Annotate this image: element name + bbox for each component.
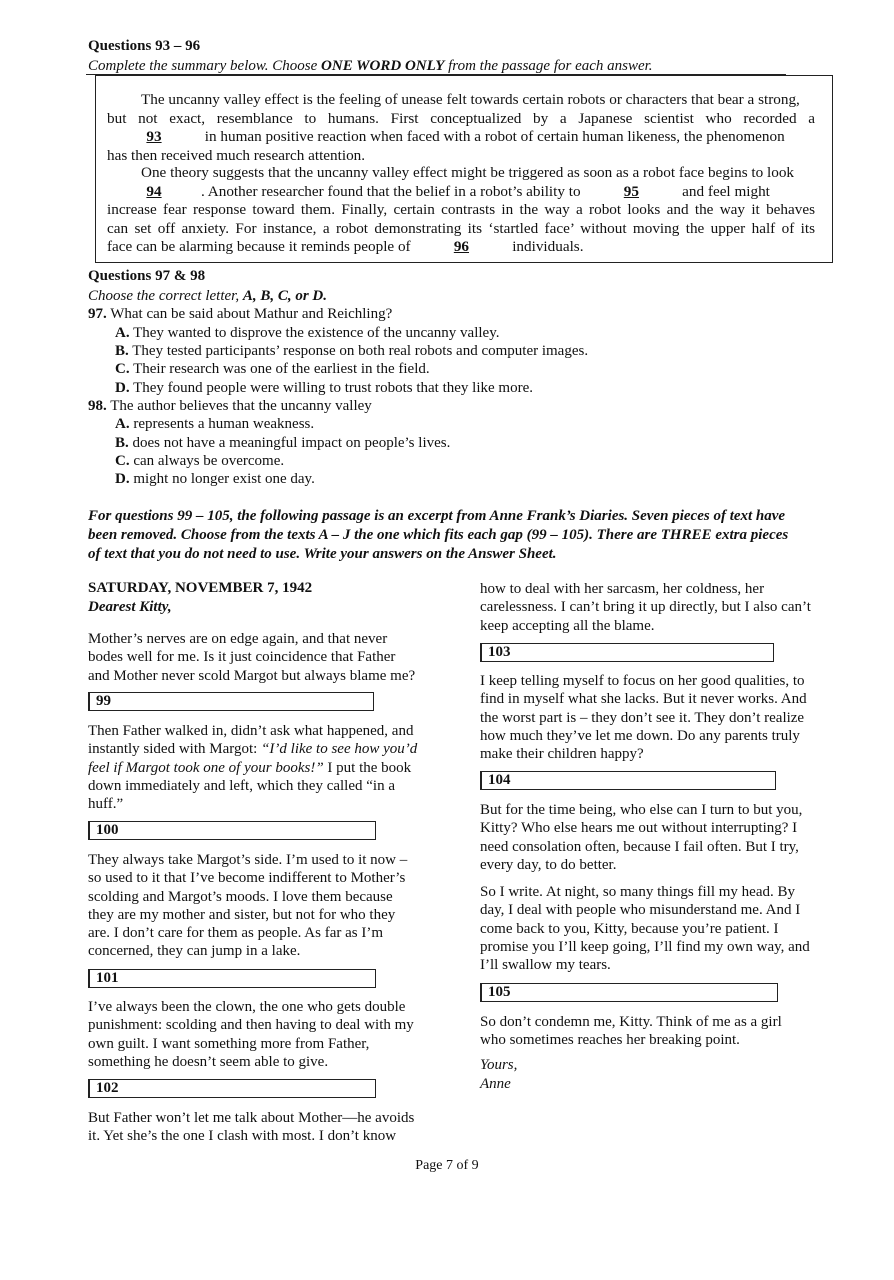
option-97-d[interactable] [115, 379, 533, 398]
option-98-c[interactable] [115, 452, 284, 471]
diary-left-paragraph-3 [88, 851, 448, 961]
option-text: does not have a meaningful impact on people’s lives. [132, 435, 451, 451]
question-number: 98. [88, 398, 107, 414]
question-number: 97. [88, 306, 107, 322]
question-97 [88, 305, 392, 324]
diary-right-paragraph-1 [480, 580, 840, 635]
diary-line: how much they’ve let me down. Do any parents truly [480, 727, 800, 744]
summary-line: increase fear response toward them. Finally, certain contrasts in the way a robot looks and the way it behaves [107, 201, 815, 218]
diary-line: I’ve always been the clown, the one who gets double [88, 999, 406, 1015]
diary-line: down immediately and left, which they called “in a [88, 777, 395, 794]
section-heading-93-96: Questions 93 – 96 [88, 38, 201, 54]
diary-line: I keep telling myself to focus on her good qualities, to [480, 673, 805, 689]
instruction-text: Choose the correct letter, [88, 288, 243, 304]
summary-line: . Another researcher found that the belief in a robot’s ability to [201, 182, 585, 200]
diary-left-paragraph-1 [88, 630, 448, 685]
question-98 [88, 397, 372, 416]
option-text: represents a human weakness. [133, 416, 315, 432]
summary-line: but not exact, resemblance to humans. First conceptualized by a Japanese scientist who recorded a [107, 109, 815, 127]
diary-line: I’ll swallow my tears. [480, 957, 611, 974]
option-97-a[interactable] [115, 324, 499, 343]
diary-line: bodes well for me. Is it just coincidence that Father [88, 649, 396, 666]
option-letter: C. [115, 361, 130, 377]
summary-line: individuals. [508, 238, 584, 255]
diary-line: punishment: scolding and then having to deal with my [88, 1017, 414, 1034]
gap-100[interactable]: 100 [88, 821, 376, 840]
diary-line: something he doesn’t seem able to give. [88, 1053, 329, 1070]
instruction-99-105 [88, 507, 830, 564]
instruction-emphasis: ONE WORD ONLY [321, 58, 445, 74]
diary-line: So I write. At night, so many things fill my head. By [480, 884, 795, 900]
gap-102[interactable]: 102 [88, 1079, 376, 1098]
diary-line: Then Father walked in, didn’t ask what happened, and [88, 723, 414, 739]
diary-left-paragraph-4 [88, 998, 448, 1071]
summary-line: and feel might [678, 182, 770, 200]
diary-line: it. Yet she’s the one I clash with most. I don’t know [88, 1128, 397, 1145]
gap-101[interactable]: 101 [88, 969, 376, 988]
answer-blank-93[interactable]: 93 [146, 128, 162, 145]
gap-105[interactable]: 105 [480, 983, 778, 1002]
section-heading-97-98: Questions 97 & 98 [88, 268, 206, 284]
diary-left-paragraph-5 [88, 1109, 448, 1146]
gap-104[interactable]: 104 [480, 771, 776, 790]
summary-paragraph-1 [107, 91, 815, 165]
option-letter: C. [115, 453, 130, 469]
diary-date: SATURDAY, NOVEMBER 7, 1942 [88, 580, 313, 596]
diary-line: they are my mother and sister, but not for who they [88, 906, 396, 923]
summary-line: has then received much research attention. [107, 146, 366, 164]
instruction-line: of text that you do not need to use. Write your answers on the Answer Sheet. [88, 546, 557, 562]
diary-line: and Mother never scold Margot but always blame me? [88, 667, 416, 684]
option-text: might no longer exist one day. [133, 471, 315, 487]
summary-line: face can be alarming because it reminds people of [107, 238, 415, 255]
summary-line: The uncanny valley effect is the feeling of unease felt towards certain robots or characters that bear a strong, [141, 91, 800, 108]
diary-quote: feel if Margot took one of your books!” [88, 759, 324, 776]
diary-line: carelessness. I can’t bring it up directly, but I also can’t [480, 599, 811, 616]
diary-line: Mother’s nerves are on edge again, and that never [88, 631, 388, 647]
option-letter: B. [115, 343, 129, 359]
diary-right-paragraph-3 [480, 801, 840, 874]
diary-line: need consolation often, because I fail often. But I try, [480, 838, 799, 855]
diary-line: But for the time being, who else can I turn to but you, [480, 802, 803, 818]
summary-line: in human positive reaction when faced with a robot of certain human likeness, the phenomenon [201, 128, 785, 145]
diary-greeting: Dearest Kitty, [88, 599, 172, 615]
option-text: They found people were willing to trust robots that they like more. [133, 380, 533, 396]
instruction-line: For questions 99 – 105, the following passage is an excerpt from Anne Frank’s Diaries. Seven pieces of text have [88, 508, 786, 524]
option-letter: D. [115, 471, 130, 487]
option-text: Their research was one of the earliest in the field. [133, 361, 430, 377]
diary-line: promise you I’ll keep going, I’ll find my own way, and [480, 938, 810, 955]
option-text: can always be overcome. [133, 453, 285, 469]
diary-signature: Anne [480, 1076, 511, 1092]
option-97-b[interactable] [115, 342, 588, 361]
diary-line: own guilt. I want something more from Father, [88, 1035, 370, 1052]
diary-left-paragraph-2 [88, 722, 448, 813]
diary-line: I put the book [323, 759, 412, 776]
page-number: Page 7 of 9 [415, 1158, 479, 1173]
diary-line: So don’t condemn me, Kitty. Think of me as a girl [480, 1014, 782, 1030]
option-97-c[interactable] [115, 360, 430, 379]
diary-line: come back to you, Kitty, because you’re patient. I [480, 920, 779, 937]
instruction-letters: A, B, C, or D. [242, 288, 328, 304]
diary-line: who sometimes reaches her breaking point. [480, 1032, 740, 1049]
option-98-a[interactable] [115, 415, 314, 434]
diary-line: day, I deal with people who misunderstand me. And I [480, 902, 801, 919]
diary-quote: “I’d like to see how you’d [261, 741, 418, 758]
diary-line: They always take Margot’s side. I’m used to it now – [88, 852, 408, 868]
diary-right-paragraph-5 [480, 1013, 840, 1050]
summary-line: One theory suggests that the uncanny valley effect might be triggered as soon as a robot face begins to look [141, 164, 795, 181]
summary-paragraph-2 [107, 164, 815, 257]
diary-line: find in myself what she lacks. But it never works. And [480, 691, 807, 708]
gap-99[interactable]: 99 [88, 692, 374, 711]
option-98-d[interactable] [115, 470, 315, 489]
diary-line: are. I don’t care for them as people. As far as I’m [88, 925, 384, 942]
instruction-text: Complete the summary below. Choose [88, 58, 322, 74]
answer-blank-94[interactable]: 94 [146, 182, 162, 200]
diary-line: every day, to do better. [480, 856, 617, 873]
diary-line: Kitty? Who else hears me out without interrupting? I [480, 820, 798, 837]
option-text: They tested participants’ response on both real robots and computer images. [132, 343, 589, 359]
diary-signoff: Yours, [480, 1057, 518, 1073]
diary-line: instantly sided with Margot: [88, 741, 262, 758]
option-letter: A. [115, 416, 130, 432]
summary-line: can set off anxiety. For instance, a robot demonstrating its ‘startled face’ without moving the upper half of its [107, 219, 815, 237]
instruction-93-96 [88, 58, 653, 75]
option-letter: D. [115, 380, 130, 396]
diary-line: scolding and Margot’s moods. I love them because [88, 888, 393, 905]
diary-right-paragraph-4 [480, 883, 840, 974]
diary-line: keep accepting all the blame. [480, 617, 655, 634]
diary-line: so used to it that I’ve become indifferent to Mother’s [88, 870, 406, 887]
diary-line: how to deal with her sarcasm, her coldness, her [480, 581, 765, 597]
answer-blank-96[interactable]: 96 [453, 238, 469, 255]
instruction-97-98 [88, 288, 327, 305]
diary-line: the worst part is – they don’t see it. They don’t realize [480, 709, 805, 726]
gap-103[interactable]: 103 [480, 643, 774, 662]
option-text: They wanted to disprove the existence of the uncanny valley. [133, 325, 500, 341]
option-98-b[interactable] [115, 434, 450, 453]
diary-line: make their children happy? [480, 746, 644, 763]
instruction-line: been removed. Choose from the texts A – J the one which fits each gap (99 – 105). There are THREE extra pieces [88, 527, 789, 543]
option-letter: A. [115, 325, 130, 341]
option-letter: B. [115, 435, 129, 451]
answer-blank-95[interactable]: 95 [623, 182, 639, 200]
instruction-text-end: from the passage for each answer. [444, 58, 653, 74]
diary-line: But Father won’t let me talk about Mother—he avoids [88, 1110, 415, 1126]
question-text: The author believes that the uncanny valley [110, 398, 372, 414]
diary-line: concerned, they can jump in a lake. [88, 943, 301, 960]
question-text: What can be said about Mathur and Reichling? [110, 306, 393, 322]
diary-line: huff.” [88, 796, 124, 813]
diary-right-paragraph-2 [480, 672, 840, 763]
